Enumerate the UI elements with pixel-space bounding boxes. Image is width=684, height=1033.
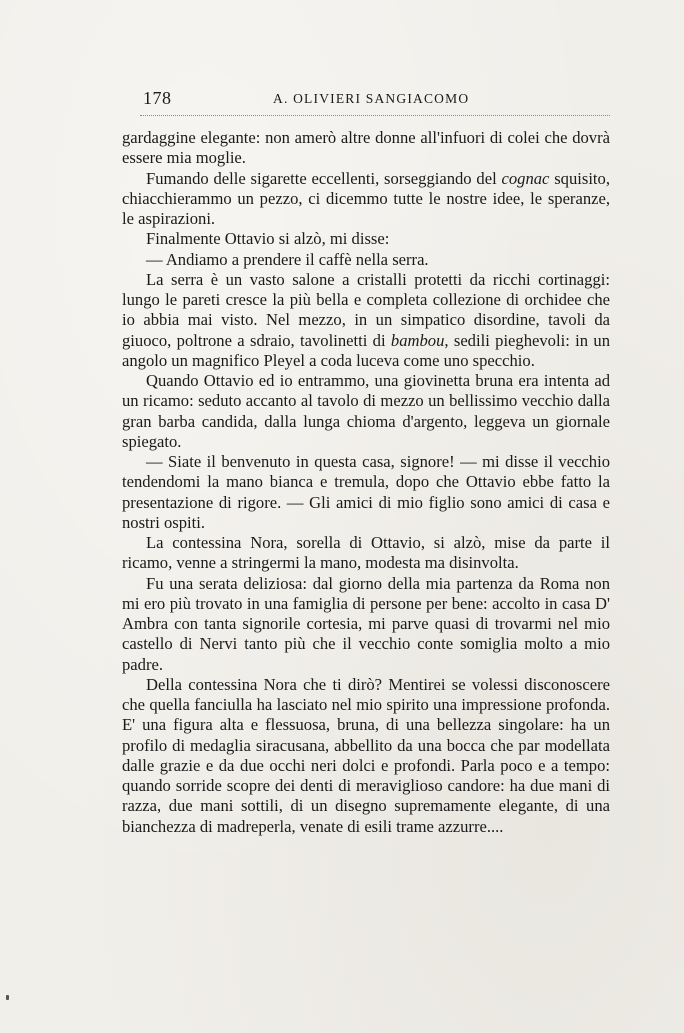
paragraph	[122, 533, 610, 574]
paragraph	[122, 169, 610, 230]
text-run: Quando Ottavio ed io entrammo, una giovinetta bruna era intenta ad un ricamo: seduto accanto al tavolo di mezzo un bellissimo vecchio dalla gran barba candida, dalla lunga chioma d'argento, leggeva un giornale spiegato.	[122, 371, 610, 451]
paragraph	[122, 229, 610, 249]
paragraph	[122, 250, 610, 270]
text-run: La serra è un vasto salone a cristalli protetti da ricchi cortinaggi: lungo le pareti cresce la più bella e completa collezione di orchidee che io abbia mai visto. Nel mezzo, in un simpatico disordine, tavoli da giuoco, poltrone a sdraio, tavolinetti di	[122, 269, 610, 350]
paragraph	[122, 270, 610, 371]
paragraph	[122, 675, 610, 837]
header-rule	[140, 115, 610, 116]
italic-text: bambou	[390, 330, 445, 350]
paragraph	[122, 574, 610, 675]
text-run: gardaggine elegante: non amerò altre donne all'infuori di colei che dovrà essere mia moglie.	[122, 128, 610, 168]
paragraph	[122, 452, 610, 533]
paragraph	[122, 371, 610, 452]
text-run: Fu una serata deliziosa: dal giorno della mia partenza da Roma non mi ero più trovato in una famiglia di persone per bene: accolto in casa D' Ambra con tanta signorile cortesia, mi parve quasi di trovarmi nel mio castello di Nervi tanto più che il vecchio conte somiglia molto a mio padre.	[122, 573, 610, 674]
text-run: , sedili pieghevoli: in un angolo un magnifico Pleyel a coda luceva come uno specchio.	[122, 330, 610, 370]
body-text	[122, 128, 610, 837]
text-run: Finalmente Ottavio si alzò, mi disse:	[146, 229, 390, 249]
text-run: squisito, chiacchierammo un pezzo, ci dicemmo tutte le nostre idee, le speranze, le aspirazioni.	[122, 168, 610, 228]
paper-speck	[6, 995, 9, 1000]
text-run: — Andiamo a prendere il caffè nella serra.	[146, 249, 429, 269]
italic-text: cognac	[501, 168, 550, 188]
paragraph	[122, 128, 610, 169]
page-number: 178	[143, 88, 172, 108]
text-run: La contessina Nora, sorella di Ottavio, si alzò, mise da parte il ricamo, venne a stringermi la mano, modesta ma disinvolta.	[122, 533, 610, 573]
page-header	[143, 88, 609, 112]
text-run: Della contessina Nora che ti dirò? Mentirei se volessi disconoscere che quella fanciulla ha lasciato nel mio spirito una impressione profonda. E' una figura alta e flessuosa, bruna, di una bellezza singolare: ha un profilo di medaglia siracusana, abbellito da una bocca che par modellata dalle grazie e da due occhi neri dolci e profondi. Parla poco e a tempo: quando sorride scopre dei denti di meraviglioso candore: ha due mani di razza, due mani sottili, di un disegno supremamente elegante, di una bianchezza di madreperla, venate di esili trame azzurre....	[122, 674, 610, 836]
text-run: Fumando delle sigarette eccellenti, sorseggiando del	[146, 168, 502, 188]
text-run: — Siate il benvenuto in questa casa, signore! — mi disse il vecchio tendendomi la mano bianca e tremula, dopo che Ottavio ebbe fatto la presentazione di rigore. — Gli amici di mio figlio sono amici di casa e nostri ospiti.	[122, 452, 610, 532]
running-head: A. OLIVIERI SANGIACOMO	[273, 91, 470, 106]
